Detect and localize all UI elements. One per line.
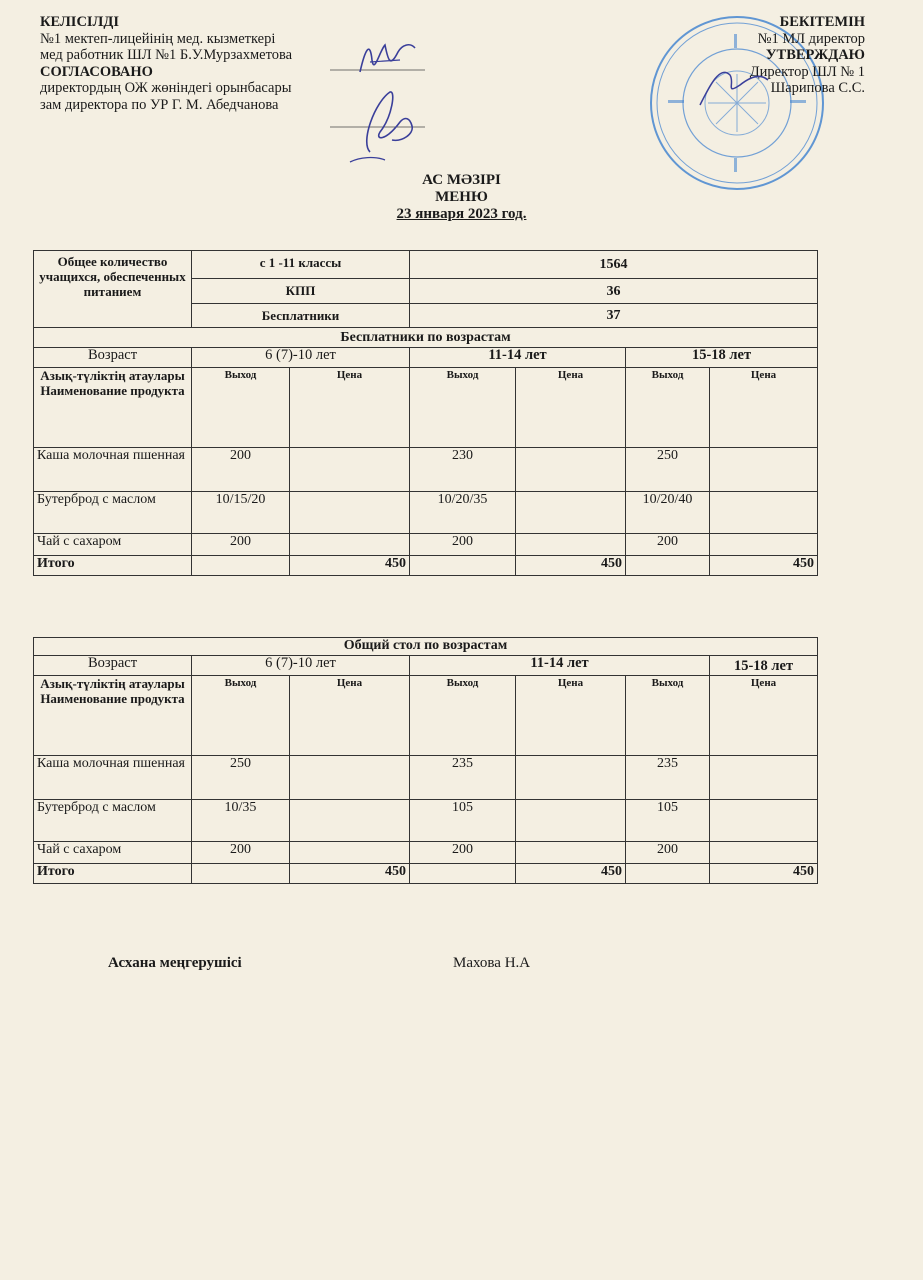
agreed-heading: КЕЛІСІЛДІ — [40, 14, 119, 30]
out-value: 105 — [410, 800, 516, 842]
canteen-head-role: Асхана меңгерушісі — [108, 955, 242, 971]
price-header: Цена — [290, 368, 410, 448]
table-row — [34, 800, 818, 842]
deputy-name: зам директора по УР Г. М. Абедчанова — [40, 96, 279, 113]
total-value: 450 — [710, 556, 818, 576]
age-label: Возраст — [34, 656, 192, 676]
out-value: 235 — [410, 756, 516, 800]
summary-classes-label: с 1 -11 классы — [192, 251, 410, 279]
age-group-3: 15-18 лет — [626, 348, 818, 368]
summary-classes-value: 1564 — [410, 251, 818, 279]
agreed-heading-ru: СОГЛАСОВАНО — [40, 63, 153, 80]
price-header: Цена — [710, 676, 818, 756]
total-label: Итого — [34, 864, 192, 884]
signature-director — [690, 55, 780, 115]
total-value: 450 — [710, 864, 818, 884]
product-header: Азық-түліктің атаулары Наименование продукта — [34, 368, 192, 448]
title-ru: МЕНЮ — [435, 189, 488, 205]
total-row — [34, 556, 818, 576]
signature-medic — [330, 30, 430, 80]
out-value: 200 — [410, 534, 516, 556]
menu-date: 23 января 2023 год. — [396, 206, 527, 222]
approve-heading-ru: УТВЕРЖДАЮ — [765, 47, 865, 63]
section-title: Бесплатники по возрастам — [34, 328, 818, 348]
director-name: Шарипова С.С. — [770, 80, 865, 96]
out-value: 10/35 — [192, 800, 290, 842]
age-group-1: 6 (7)-10 лет — [192, 348, 410, 368]
product-name: Чай с сахаром — [34, 534, 192, 556]
out-value: 230 — [410, 448, 516, 492]
out-value: 235 — [626, 756, 710, 800]
summary-label: Общее количество учащихся, обеспеченных питанием — [34, 251, 192, 328]
out-header: Выход — [626, 368, 710, 448]
age-group-2: 11-14 лет — [410, 348, 626, 368]
summary-kpp-value: 36 — [410, 279, 818, 304]
summary-kpp-label: КПП — [192, 279, 410, 304]
age-group-2: 11-14 лет — [410, 656, 710, 676]
price-header: Цена — [290, 676, 410, 756]
out-header: Выход — [192, 676, 290, 756]
director-position-kz: №1 МЛ директор — [757, 30, 865, 47]
total-value: 450 — [290, 864, 410, 884]
age-group-3: 15-18 лет — [710, 656, 818, 676]
price-header: Цена — [710, 368, 818, 448]
summary-free-label: Бесплатники — [192, 304, 410, 328]
product-header: Азық-түліктің атаулары Наименование продукта — [34, 676, 192, 756]
signature-deputy — [330, 82, 430, 167]
out-value: 200 — [192, 534, 290, 556]
product-name: Каша молочная пшенная — [34, 756, 192, 800]
age-group-1: 6 (7)-10 лет — [192, 656, 410, 676]
out-value: 200 — [626, 534, 710, 556]
product-name: Бутерброд с маслом — [34, 492, 192, 534]
approve-heading: БЕКІТЕМІН — [779, 14, 865, 30]
total-label: Итого — [34, 556, 192, 576]
total-value: 450 — [290, 556, 410, 576]
out-value: 200 — [410, 842, 516, 864]
total-value: 450 — [516, 864, 626, 884]
out-value: 200 — [192, 842, 290, 864]
document-title — [0, 172, 923, 223]
out-value: 250 — [626, 448, 710, 492]
summary-free-value: 37 — [410, 304, 818, 328]
section-title: Общий стол по возрастам — [34, 638, 818, 656]
age-label: Возраст — [34, 348, 192, 368]
total-row — [34, 864, 818, 884]
out-header: Выход — [410, 676, 516, 756]
out-value: 200 — [192, 448, 290, 492]
director-position-ru: Директор ШЛ № 1 — [749, 63, 865, 80]
out-value: 105 — [626, 800, 710, 842]
total-value: 450 — [516, 556, 626, 576]
table-row — [34, 756, 818, 800]
price-header: Цена — [516, 676, 626, 756]
table-row — [34, 448, 818, 492]
medic-name: мед работник ШЛ №1 Б.У.Мурзахметова — [40, 47, 293, 63]
table-row — [34, 842, 818, 864]
table-row — [34, 492, 818, 534]
product-name: Каша молочная пшенная — [34, 448, 192, 492]
out-value: 10/20/40 — [626, 492, 710, 534]
out-header: Выход — [410, 368, 516, 448]
product-name: Чай с сахаром — [34, 842, 192, 864]
price-header: Цена — [516, 368, 626, 448]
out-header: Выход — [192, 368, 290, 448]
approval-block-left — [40, 14, 292, 113]
general-meals-table — [33, 637, 818, 884]
title-kz: АС МӘЗІРІ — [422, 172, 501, 188]
free-meals-table — [33, 250, 818, 576]
out-value: 10/20/35 — [410, 492, 516, 534]
product-name: Бутерброд с маслом — [34, 800, 192, 842]
medic-position: №1 мектеп-лицейінің мед. кызметкері — [40, 30, 276, 47]
out-value: 200 — [626, 842, 710, 864]
out-value: 250 — [192, 756, 290, 800]
out-value: 10/15/20 — [192, 492, 290, 534]
canteen-head-name: Махова Н.А — [453, 955, 531, 971]
deputy-position: директордың ОЖ жөніндегі орынбасары — [40, 80, 292, 96]
out-header: Выход — [626, 676, 710, 756]
table-row — [34, 534, 818, 556]
